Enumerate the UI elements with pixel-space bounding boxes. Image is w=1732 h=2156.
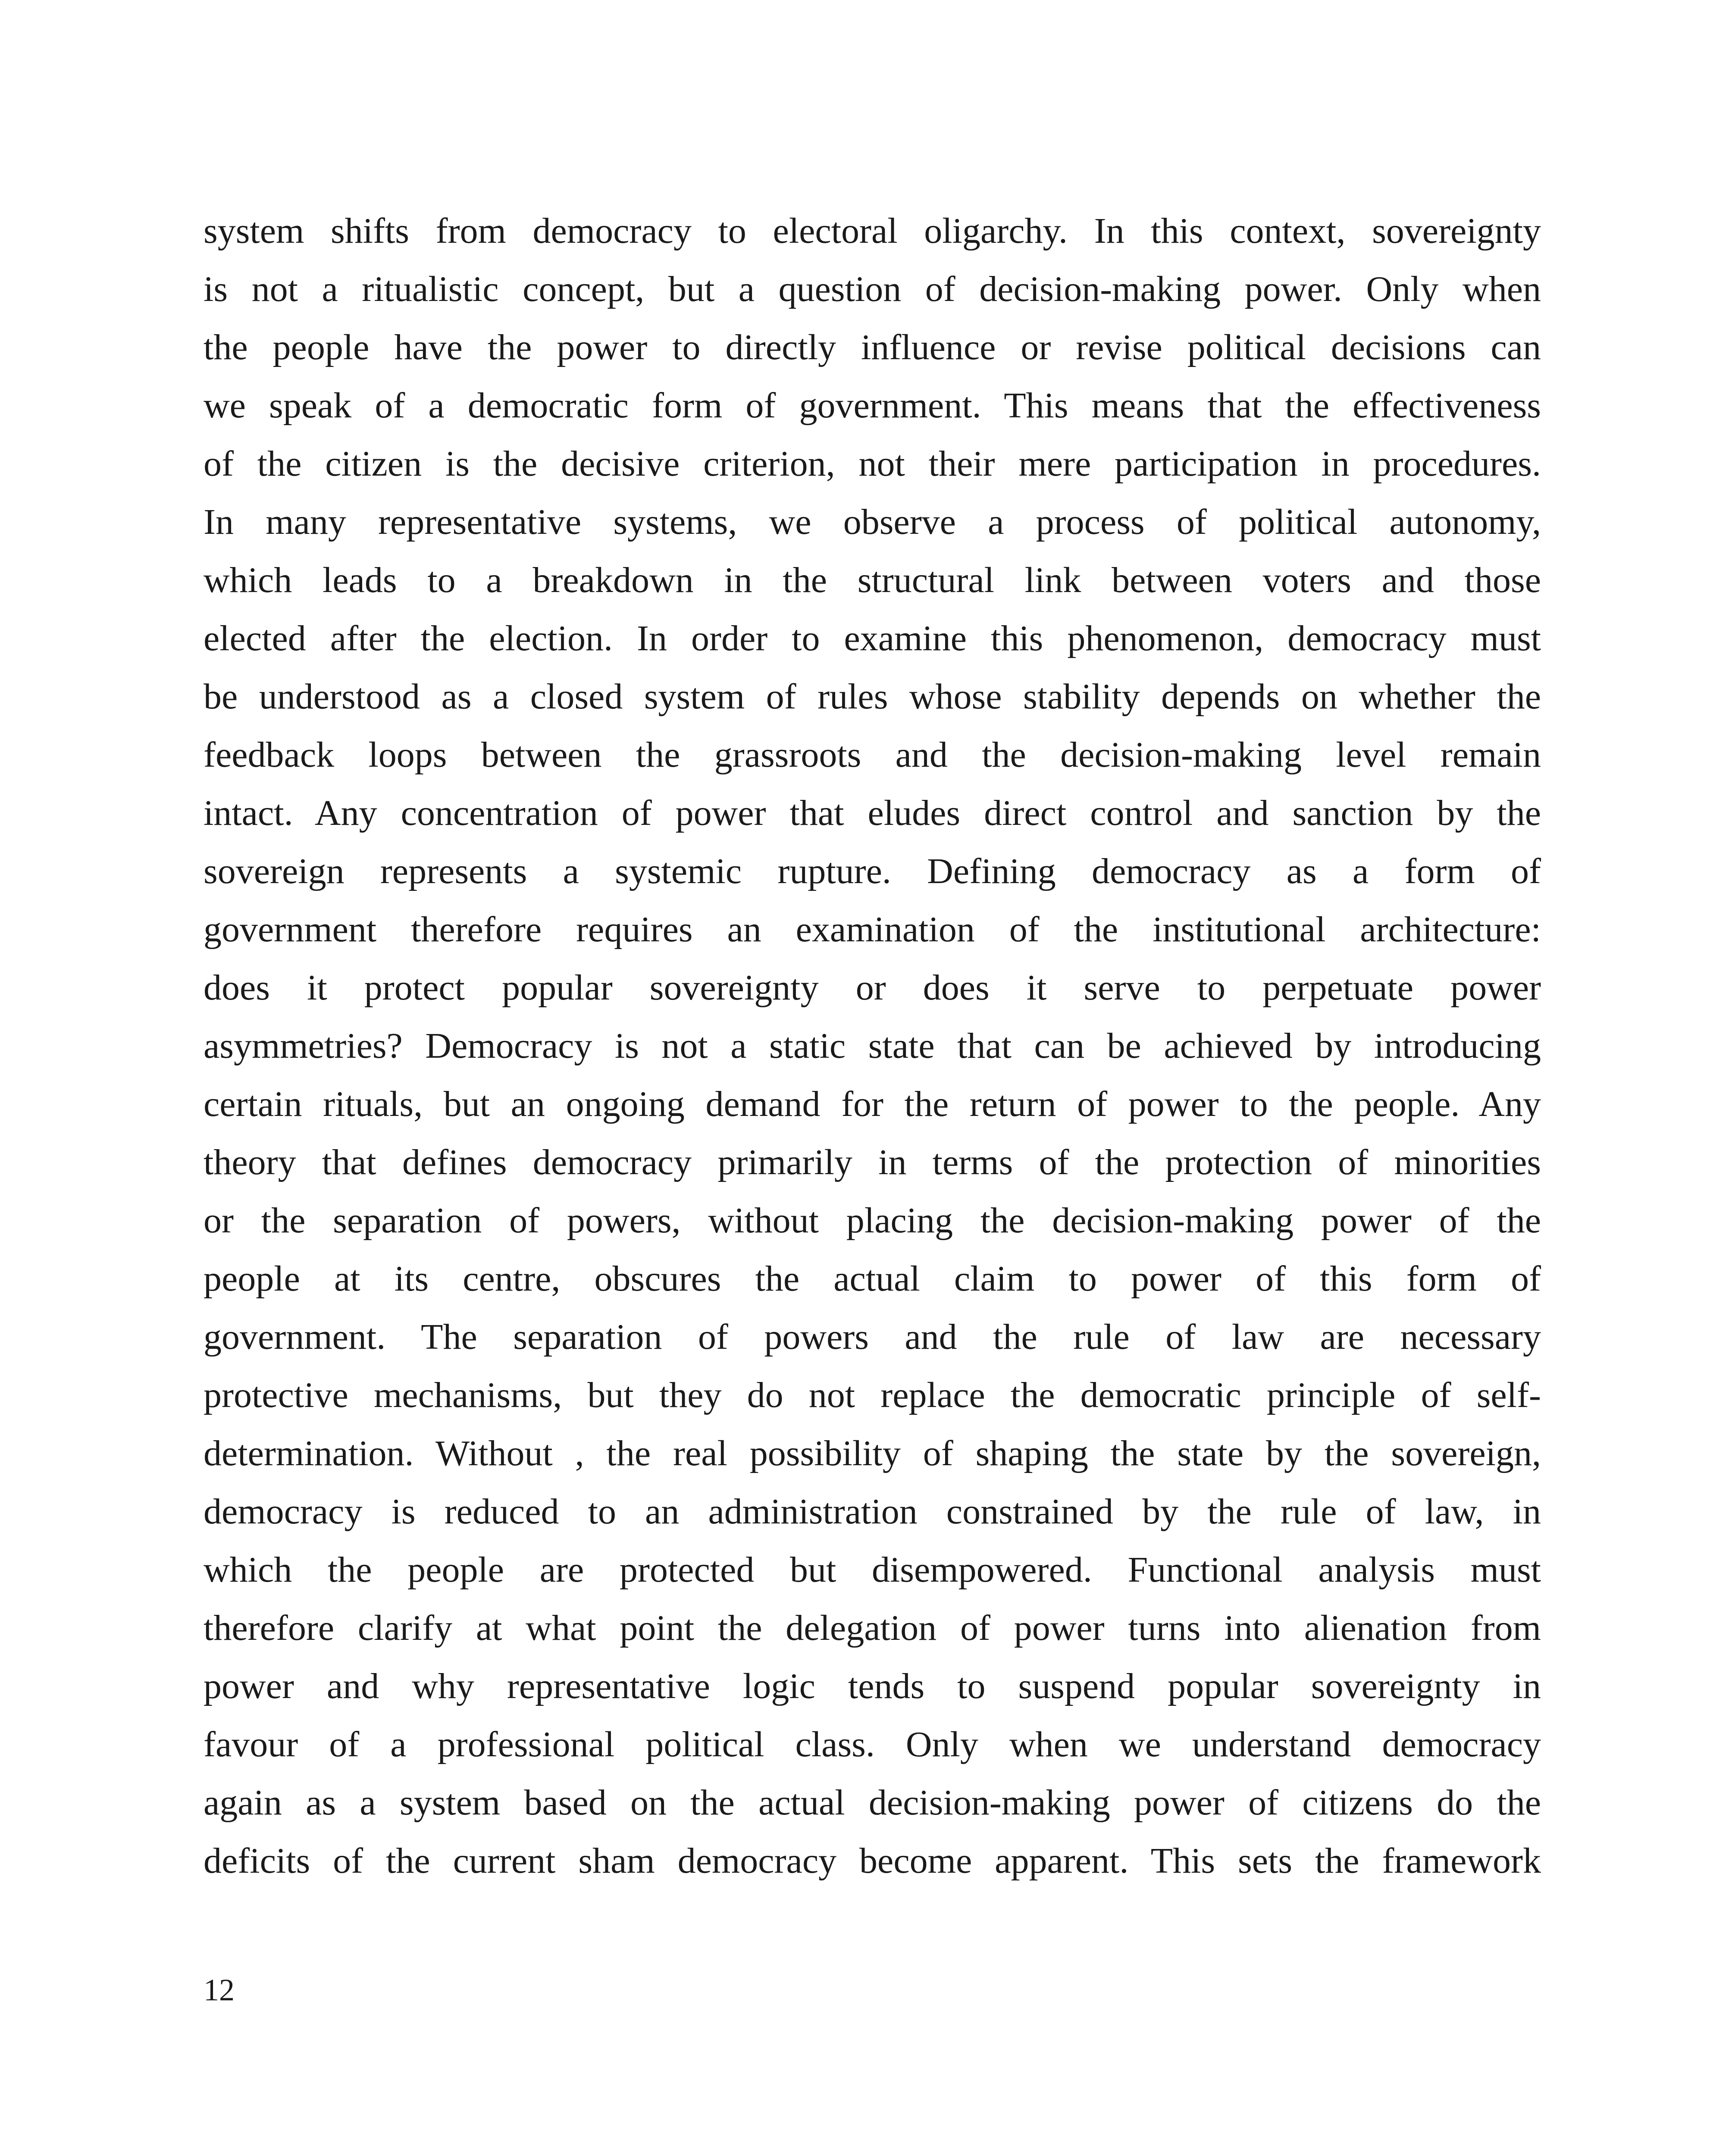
text-line: we speak of a democratic form of government. This means that the effectiveness <box>204 385 1541 426</box>
text-line: sovereign represents a systemic rupture. Defining democracy as a form of <box>204 851 1541 891</box>
text-line: feedback loops between the grassroots and the decision-making level remain <box>204 735 1541 775</box>
text-line: be understood as a closed system of rules whose stability depends on whether the <box>204 677 1541 717</box>
page-number: 12 <box>204 1973 235 2007</box>
text-line: therefore clarify at what point the delegation of power turns into alienation from <box>204 1608 1541 1648</box>
body-text <box>204 202 1541 1890</box>
text-line: determination. Without , the real possibility of shaping the state by the sovereign, <box>204 1433 1541 1473</box>
text-line: people at its centre, obscures the actual claim to power of this form of <box>204 1259 1541 1299</box>
text-line: protective mechanisms, but they do not replace the democratic principle of self- <box>204 1375 1541 1415</box>
text-line: elected after the election. In order to examine this phenomenon, democracy must <box>204 618 1541 658</box>
text-line: asymmetries? Democracy is not a static state that can be achieved by introducing <box>204 1026 1541 1066</box>
text-line: which leads to a breakdown in the structural link between voters and those <box>204 560 1541 600</box>
text-line: the people have the power to directly influence or revise political decisions can <box>204 327 1541 367</box>
text-line: which the people are protected but disempowered. Functional analysis must <box>204 1550 1541 1590</box>
text-line: theory that defines democracy primarily in terms of the protection of minorities <box>204 1142 1541 1182</box>
text-line: is not a ritualistic concept, but a question of decision-making power. Only when <box>204 269 1541 309</box>
text-line: intact. Any concentration of power that eludes direct control and sanction by the <box>204 793 1541 833</box>
text-line: favour of a professional political class. Only when we understand democracy <box>204 1724 1541 1764</box>
text-line: democracy is reduced to an administration constrained by the rule of law, in <box>204 1492 1541 1532</box>
text-line: does it protect popular sovereignty or does it serve to perpetuate power <box>204 968 1541 1008</box>
text-line: system shifts from democracy to electoral oligarchy. In this context, sovereignty <box>204 211 1541 251</box>
text-line: deficits of the current sham democracy become apparent. This sets the framework <box>204 1841 1541 1881</box>
text-line: certain rituals, but an ongoing demand for the return of power to the people. Any <box>204 1084 1541 1124</box>
text-line: government. The separation of powers and the rule of law are necessary <box>204 1317 1541 1357</box>
text-line: government therefore requires an examination of the institutional architecture: <box>204 909 1541 950</box>
text-line: or the separation of powers, without placing the decision-making power of the <box>204 1200 1541 1241</box>
text-line: again as a system based on the actual decision-making power of citizens do the <box>204 1783 1541 1823</box>
text-line: power and why representative logic tends to suspend popular sovereignty in <box>204 1666 1541 1706</box>
text-line: of the citizen is the decisive criterion, not their mere participation in procedures. <box>204 444 1541 484</box>
text-line: In many representative systems, we observe a process of political autonomy, <box>204 502 1541 542</box>
